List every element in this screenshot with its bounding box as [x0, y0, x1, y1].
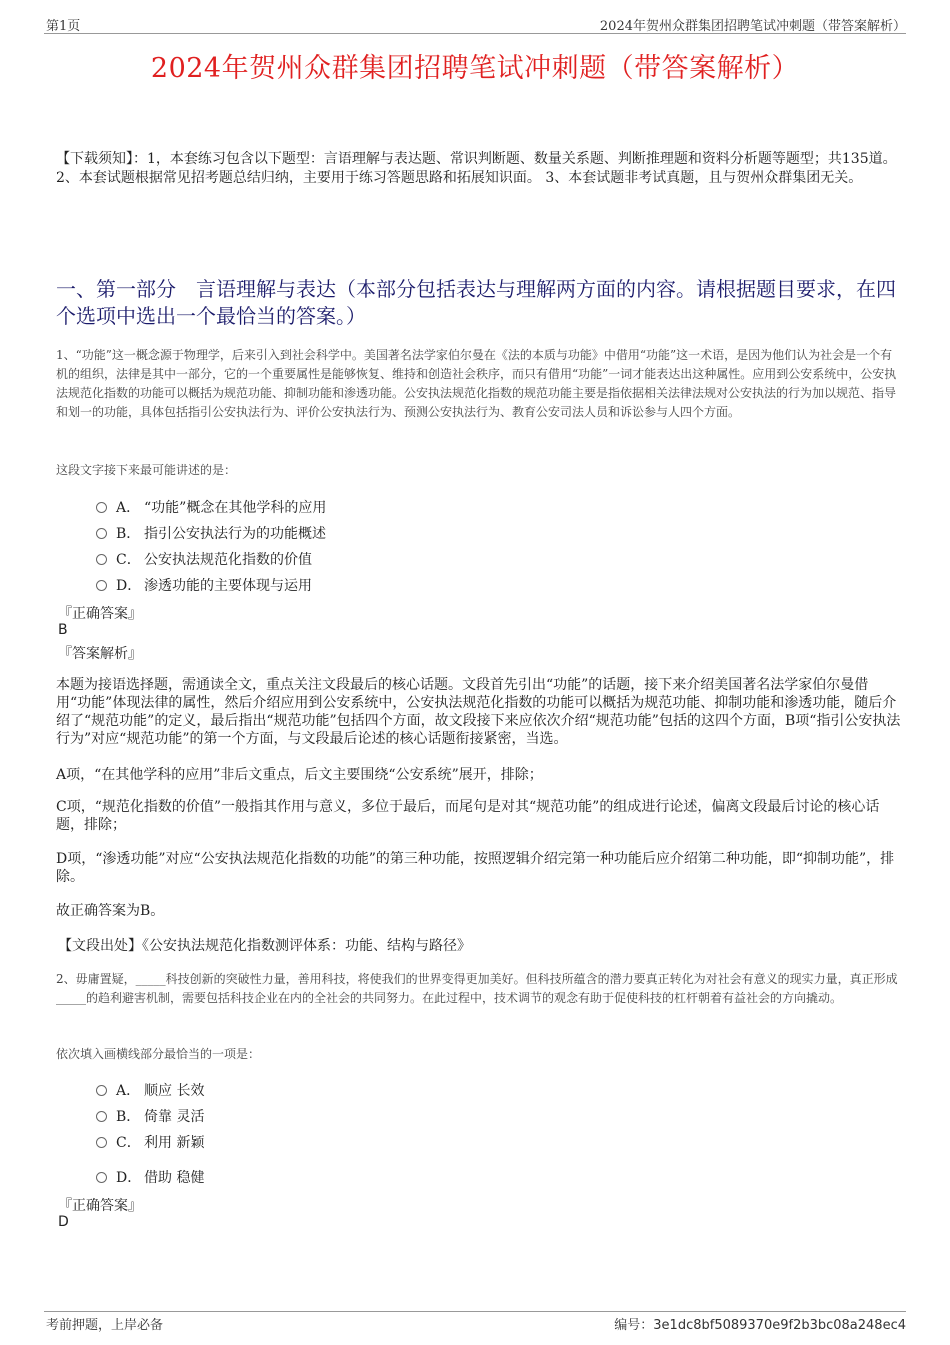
q1-option-a[interactable]: A． “功能”概念在其他学科的应用 [96, 497, 326, 517]
q1-option-c[interactable]: C． 公安执法规范化指数的价值 [96, 549, 312, 569]
download-notice: 【下载须知】：1，本套练习包含以下题型：言语理解与表达题、常识判断题、数量关系题、判断推理题和资料分析题等题型；共135道。 2、本套试题根据常见招考题总结归纳，主要用于练习答题思路和拓展知识面。 3、本套试题非考试真题，且与贺州众群集团无关。 [56, 151, 897, 186]
radio-icon[interactable] [96, 554, 107, 565]
radio-icon[interactable] [96, 528, 107, 539]
analysis-conclusion: 故正确答案为B。 [56, 903, 165, 919]
answer-value: B [58, 622, 68, 638]
q2-option-b[interactable]: B． 倚靠 灵活 [96, 1106, 204, 1126]
analysis-paragraph: D项，“渗透功能”对应“公安执法规范化指数的功能”的第三种功能，按照逻辑介绍完第一种功能后应介绍第二种功能，即“抑制功能”，排除。 [56, 851, 895, 885]
answer-label: 『正确答案』 [58, 1198, 142, 1214]
radio-icon[interactable] [96, 1111, 107, 1122]
q1-option-d[interactable]: D． 渗透功能的主要体现与运用 [96, 575, 312, 595]
footer-code [614, 1314, 906, 1333]
question-1-prompt: 这段文字接下来最可能讲述的是： [56, 463, 237, 477]
header-divider [44, 33, 906, 34]
q1-option-b[interactable]: B． 指引公安执法行为的功能概述 [96, 523, 326, 543]
footer-slogan: 考前押题，上岸必备 [46, 1318, 164, 1333]
q2-option-a[interactable]: A． 顺应 长效 [96, 1080, 204, 1100]
page-number: 第1页 [46, 19, 81, 34]
q2-option-c[interactable]: C． 利用 新颖 [96, 1132, 204, 1152]
document-title: 2024年贺州众群集团招聘笔试冲刺题（带答案解析） [150, 53, 800, 84]
question-2-prompt: 依次填入画横线部分最恰当的一项是： [56, 1047, 261, 1061]
section-heading: 一、第一部分 言语理解与表达（本部分包括表达与理解两方面的内容。请根据题目要求，在四个选项中选出一个最恰当的答案。） [56, 277, 896, 328]
passage-source: 【文段出处】《公安执法规范化指数测评体系：功能、结构与路径》 [58, 938, 471, 954]
radio-icon[interactable] [96, 1172, 107, 1183]
analysis-paragraph: 本题为接语选择题，需通读全文，重点关注文段最后的核心话题。文段首先引出“功能”的话题，接下来介绍美国著名法学家伯尔曼借用“功能”体现法律的属性，然后介绍应用到公安系统中，公安执法规范化指数的功能可以概括为规范功能、抑制功能和渗透功能，随后介绍了“规范功能”的定义，最后指出“规范功能”包括四个方面，故文段接下来应依次介绍“规范功能”包括的这四个方面，B项“指引公安执法行为”对应“规范功能”的第一个方面，与文段最后论述的核心话题衔接紧密，当选。 [56, 677, 901, 747]
analysis-paragraph: A项，“在其他学科的应用”非后文重点，后文主要围绕“公安系统”展开，排除； [56, 767, 543, 783]
analysis-label: 『答案解析』 [58, 646, 142, 662]
footer-code-value: 3e1dc8bf5089370e9f2b3bc08a248ec4 [653, 1318, 906, 1333]
question-2-stem: 2、毋庸置疑，_____科技创新的突破性力量，善用科技，将使我们的世界变得更加美好。但科技所蕴含的潜力要真正转化为对社会有意义的现实力量，真正形成_____的趋利避害机制，需要包括科技企业在内的全社会的共同努力。在此过程中，技术调节的观念有助于促使科技的杠杆朝着有益社会的方向撬动。 [56, 972, 898, 1005]
running-title: 2024年贺州众群集团招聘笔试冲刺题（带答案解析） [599, 19, 906, 34]
answer-label: 『正确答案』 [58, 606, 142, 622]
footer-code-label: 编号： [614, 1318, 654, 1333]
radio-icon[interactable] [96, 1137, 107, 1148]
analysis-paragraph: C项，“规范化指数的价值”一般指其作用与意义，多位于最后，而尾句是对其“规范功能”的组成进行论述，偏离文段最后讨论的核心话题，排除； [56, 799, 880, 833]
radio-icon[interactable] [96, 502, 107, 513]
q2-option-d[interactable]: D． 借助 稳健 [96, 1167, 204, 1187]
question-1-stem: 1、“功能”这一概念源于物理学，后来引入到社会科学中。美国著名法学家伯尔曼在《法的本质与功能》中借用“功能”这一术语，是因为他们认为社会是一个有机的组织，法律是其中一部分，它的一个重要属性是能够恢复、维持和创造社会秩序，而只有借用“功能”一词才能表达出这种属性。应用到公安系统中，公安执法规范化指数的功能可以概括为规范功能、抑制功能和渗透功能。公安执法规范化指数的规范功能主要是指依据相关法律法规对公安执法的行为加以规范、指导和划一的功能，具体包括指引公安执法行为、评价公安执法行为、预测公安执法行为、教育公安司法人员和诉讼参与人四个方面。 [56, 348, 897, 419]
radio-icon[interactable] [96, 1085, 107, 1096]
footer-divider [44, 1311, 906, 1312]
radio-icon[interactable] [96, 580, 107, 591]
answer-value: D [58, 1214, 69, 1230]
